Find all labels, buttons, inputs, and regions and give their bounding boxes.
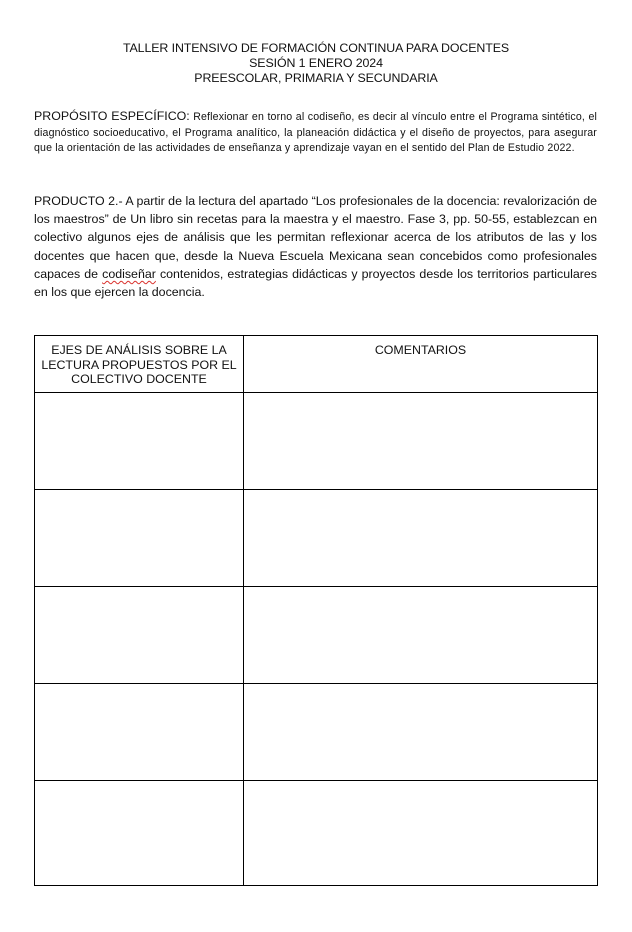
- comment-cell[interactable]: [244, 490, 598, 587]
- table-header-row: [35, 336, 598, 393]
- product-label: PRODUCTO 2.-: [34, 194, 123, 208]
- table-row: [35, 587, 598, 684]
- comment-cell[interactable]: [244, 684, 598, 781]
- axis-cell[interactable]: [35, 781, 244, 886]
- spellcheck-flagged-word[interactable]: codiseñar: [102, 266, 156, 281]
- comment-cell[interactable]: [244, 587, 598, 684]
- column-header-axes: EJES DE ANÁLISIS SOBRE LA LECTURA PROPUESTOS POR EL COLECTIVO DOCENTE: [35, 336, 244, 393]
- table-row: [35, 490, 598, 587]
- purpose-label: PROPÓSITO ESPECÍFICO:: [34, 109, 190, 123]
- table-row: [35, 781, 598, 886]
- header-title: TALLER INTENSIVO DE FORMACIÓN CONTINUA PARA DOCENTES: [122, 41, 510, 55]
- purpose-text: Reflexionar en torno al codiseño, es decir al vínculo entre el Programa sintético, el diagnóstico socioeducativo, el Programa analítico, la planeación didáctica y el diseño de proyectos, para asegurar que la orientación de las actividades de enseñanza y aprendizaje vayan en el sentido del Plan de Estudio 2022.: [34, 111, 598, 155]
- analysis-table: [34, 335, 598, 886]
- axis-cell[interactable]: [35, 684, 244, 781]
- header-session: SESIÓN 1 ENERO 2024: [249, 56, 383, 70]
- comment-cell[interactable]: [244, 393, 598, 490]
- table-row: [35, 684, 598, 781]
- axis-cell[interactable]: [35, 393, 244, 490]
- document-header: [0, 41, 632, 86]
- purpose-paragraph: [34, 109, 597, 157]
- product-text-after: contenidos, estrategias didácticas y proyectos desde los territorios particulares en los que ejercen la docencia.: [34, 266, 597, 300]
- product-text-before: A partir de la lectura del apartado “Los profesionales de la docencia: revalorización de los maestros” de Un libro sin recetas para la maestra y el maestro. Fase 3, pp. 50-55, establezcan en colectivo algunos ejes de análisis que les permitan reflexionar acerca de los atributos de las y los docentes que hacen que, desde la Nueva Escuela Mexicana sean concebidos como profesionales capaces de: [34, 194, 597, 281]
- table-row: [35, 393, 598, 490]
- comment-cell[interactable]: [244, 781, 598, 886]
- axis-cell[interactable]: [35, 490, 244, 587]
- product-paragraph: [34, 192, 597, 301]
- axis-cell[interactable]: [35, 587, 244, 684]
- column-header-comments: COMENTARIOS: [244, 336, 598, 393]
- header-levels: PREESCOLAR, PRIMARIA Y SECUNDARIA: [194, 71, 438, 85]
